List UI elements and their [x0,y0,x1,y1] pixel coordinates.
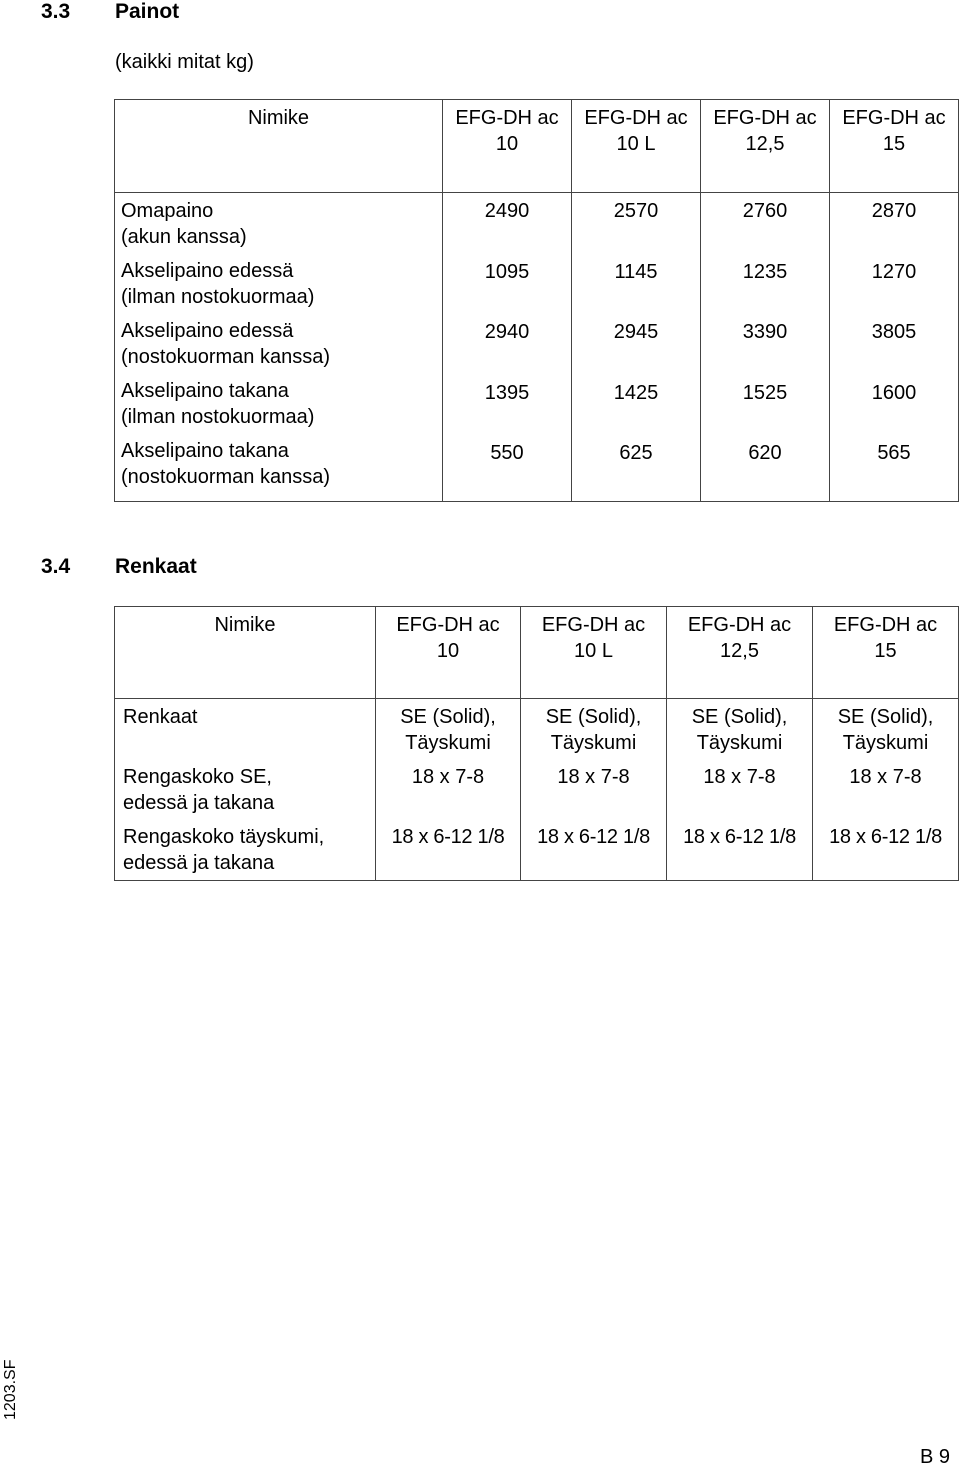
value-column [830,193,959,502]
value-cell: 2870 [871,200,917,222]
value-cell: 18 x 7-8 [813,764,959,824]
value-cell: 620 [748,442,782,465]
header-cell: EFG-DH ac 15 [813,607,959,699]
value-cell: 2490 [484,200,530,222]
header-cell: EFG-DH ac 10 L [521,607,667,699]
document-id: 1203.SF [2,1359,19,1420]
section-number: 3.4 [41,555,71,578]
header-cell: Nimike [115,607,376,699]
weights-table [114,99,959,502]
header-cell: EFG-DH ac 12,5 [701,100,830,193]
value-cell: 1235 [742,260,788,283]
row-labels-cell [115,193,443,502]
row-label: Omapaino (akun kanssa) [121,200,247,248]
value-cell: 2570 [613,200,659,222]
value-cell: SE (Solid), Täyskumi [521,699,667,765]
row-label: Rengaskoko täyskumi, edessä ja takana [115,824,376,881]
value-cell: 18 x 6-12 1/8 [813,824,959,881]
value-cell: 2945 [613,321,659,344]
value-cell: 1425 [613,381,659,404]
value-cell: 550 [490,442,524,465]
row-label: Akselipaino takana (nostokuorman kanssa) [121,440,330,488]
header-cell: EFG-DH ac 12,5 [667,607,813,699]
row-label: Akselipaino edessä (ilman nostokuormaa) [121,260,315,308]
header-cell: Nimike [115,100,443,193]
table-header-row [115,607,959,699]
header-cell: EFG-DH ac 10 [376,607,521,699]
value-column [443,193,572,502]
value-cell: 1600 [871,381,917,404]
value-cell: 1270 [871,260,917,283]
value-cell: 18 x 6-12 1/8 [667,824,813,881]
value-cell: 18 x 6-12 1/8 [521,824,667,881]
value-column [701,193,830,502]
tyres-table [114,606,959,881]
section-number: 3.3 [41,0,71,23]
value-cell: 18 x 7-8 [667,764,813,824]
value-cell: 18 x 6-12 1/8 [376,824,521,881]
table-row [115,699,959,765]
header-cell: EFG-DH ac 10 [443,100,572,193]
value-column [572,193,701,502]
row-label: Rengaskoko SE, edessä ja takana [115,764,376,824]
value-cell: 1145 [614,260,658,283]
value-cell: SE (Solid), Täyskumi [376,699,521,765]
row-label: Renkaat [115,699,376,765]
value-cell: 625 [619,442,653,465]
value-cell: 1525 [742,381,788,404]
units-note: (kaikki mitat kg) [115,51,254,73]
value-cell: 1395 [484,381,530,404]
value-cell: 3805 [871,321,917,344]
header-cell: EFG-DH ac 15 [830,100,959,193]
value-cell: SE (Solid), Täyskumi [667,699,813,765]
value-cell: SE (Solid), Täyskumi [813,699,959,765]
value-cell: 2940 [484,321,530,344]
value-cell: 1095 [484,260,530,283]
value-cell: 18 x 7-8 [521,764,667,824]
value-cell: 3390 [742,321,788,344]
value-cell: 565 [877,442,911,465]
section-heading: Renkaat [115,555,197,578]
header-cell: EFG-DH ac 10 L [572,100,701,193]
page-number: B 9 [920,1446,951,1468]
table-header-row [115,100,959,193]
table-row [115,193,959,502]
value-cell: 18 x 7-8 [376,764,521,824]
row-label: Akselipaino edessä (nostokuorman kanssa) [121,320,330,368]
table-row [115,824,959,881]
row-label: Akselipaino takana (ilman nostokuormaa) [121,380,315,428]
section-title-tyres [41,555,197,579]
table-row [115,764,959,824]
section-title-weights [41,0,179,24]
section-heading: Painot [115,0,180,23]
value-cell: 2760 [742,200,788,222]
